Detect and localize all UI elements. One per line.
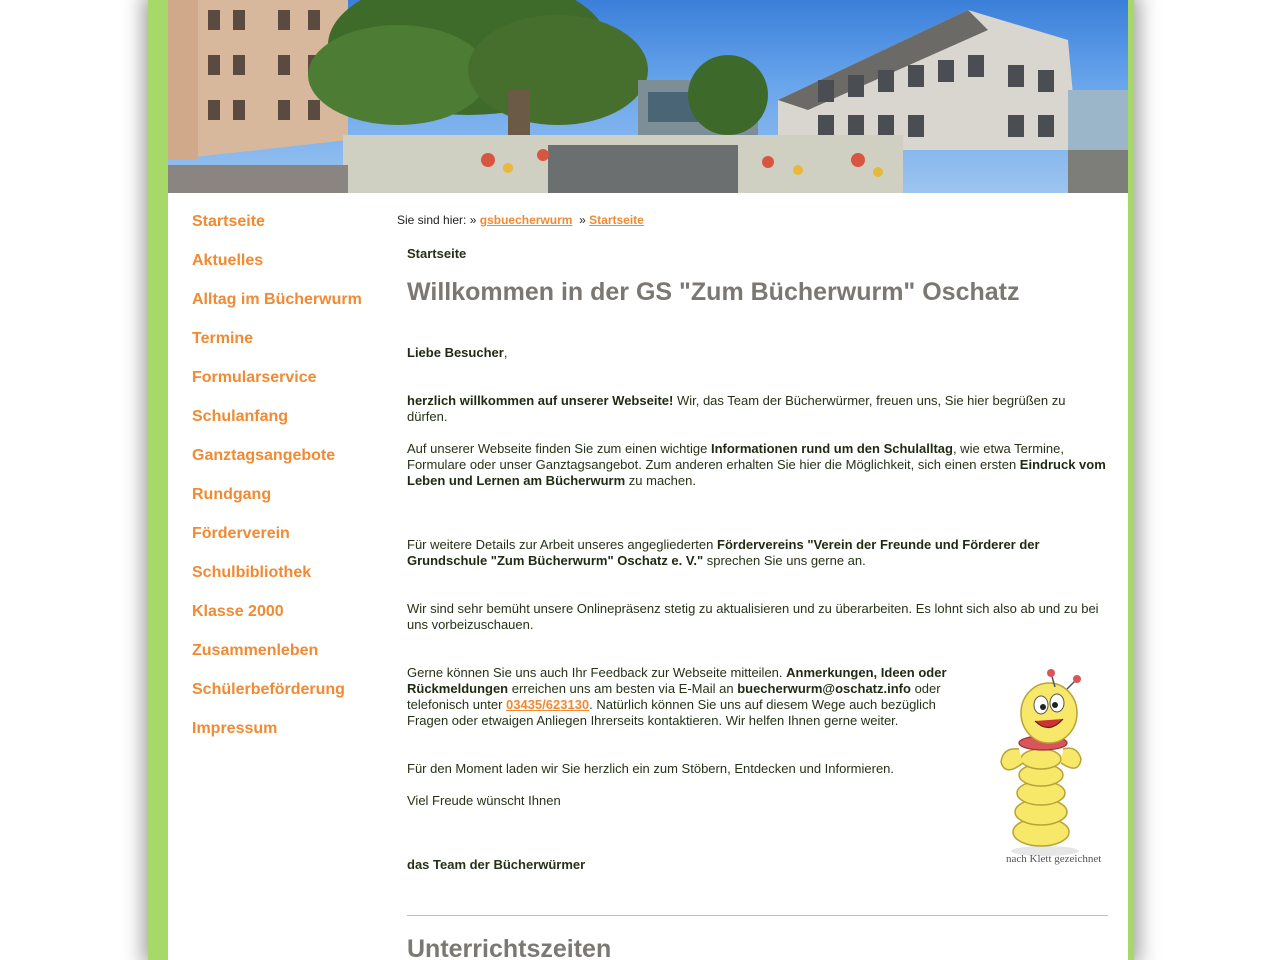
paragraph-welcome (407, 393, 1108, 425)
fb-a: Gerne können Sie uns auch Ihr Feedback zur Webseite mitteilen. (407, 665, 787, 680)
greeting-rest: , (503, 345, 508, 360)
info-c: , wie etwa Termine, Formulare oder unser Ganztagsangebot. Zum anderen erhalten Sie hier die Möglichkeit, sich einen ersten (407, 441, 1064, 472)
greeting-bold: Liebe Besucher (407, 345, 504, 360)
nav-item-zusammenleben[interactable]: Zusammenleben (192, 642, 319, 659)
fb-e: . Natürlich können Sie uns auf diesem Wege auch bezüglich Fragen oder etwaigen Anliegen Ihrerseits kontaktieren. Wir helfen Ihnen gerne weiter. (407, 697, 936, 728)
nav-item-ganztagsangebote[interactable]: Ganztagsangebote (192, 447, 336, 464)
sidebar-nav (192, 212, 372, 758)
fb-b: Anmerkungen, Ideen oder Rückmeldungen (407, 665, 947, 696)
greeting (407, 345, 507, 361)
bookworm-mascot-image (997, 667, 1109, 857)
email-address: buecherwurm@oschatz.info (737, 681, 911, 696)
nav-item-impressum[interactable]: Impressum (192, 720, 278, 737)
paragraph-update: Wir sind sehr bemüht unsere Onlinepräsenz stetig zu aktualisieren und zu überarbeiten. Es lohnt sich also ab und zu bei uns vorbeizuschauen. (407, 601, 1099, 632)
nav-item-foerderverein[interactable]: Förderverein (192, 525, 290, 542)
section-divider (407, 915, 1108, 916)
breadcrumb-separator: » (579, 213, 586, 227)
school-panorama-image (168, 0, 1128, 193)
page-title: Willkommen in der GS "Zum Bücherwurm" Oschatz (407, 278, 1020, 306)
mascot-caption: nach Klett gezeichnet (1006, 853, 1102, 865)
paragraph-feedback (407, 665, 957, 729)
section-heading-unterrichtszeiten: Unterrichtszeiten (407, 935, 612, 960)
fv-b: Fördervereins "Verein der Freunde und Förderer der Grundschule "Zum Bücherwurm" Oschatz e. V." (407, 537, 1040, 568)
page-container (168, 0, 1128, 960)
welcome-rest: Wir, das Team der Bücherwürmer, freuen uns, Sie hier begrüßen zu dürfen. (407, 393, 1066, 424)
fb-d: oder telefonisch unter (407, 681, 941, 712)
signature: das Team der Bücherwürmer (407, 857, 586, 872)
info-b: Informationen rund um den Schulalltag (710, 441, 953, 456)
phone-link[interactable]: 03435/623130 (506, 697, 590, 712)
nav-item-schulanfang[interactable]: Schulanfang (192, 408, 289, 425)
paragraph-info (407, 441, 1108, 489)
paragraph-foerderverein (407, 537, 1108, 569)
info-d: Eindruck vom Leben und Lernen am Bücherwurm (407, 457, 1106, 488)
nav-item-formularservice[interactable]: Formularservice (192, 369, 317, 386)
breadcrumb-link-gsbuecherwurm[interactable]: gsbuecherwurm (479, 213, 573, 227)
nav-item-startseite[interactable]: Startseite (192, 213, 265, 230)
nav-item-termine[interactable]: Termine (192, 330, 254, 347)
info-a: Auf unserer Webseite finden Sie zum einen wichtige (407, 441, 711, 456)
fv-c: sprechen Sie uns gerne an. (703, 553, 866, 568)
nav-item-alltag[interactable]: Alltag im Bücherwurm (192, 291, 362, 308)
fv-a: Für weitere Details zur Arbeit unseres angegliederten (407, 537, 717, 552)
breadcrumb (397, 213, 644, 227)
welcome-bold: herzlich willkommen auf unserer Webseite! (407, 393, 674, 408)
content-crumb-title: Startseite (407, 246, 467, 261)
nav-item-schuelerbefoerderung[interactable]: Schülerbeförderung (192, 681, 345, 698)
breadcrumb-link-startseite[interactable]: Startseite (589, 213, 644, 227)
nav-item-klasse-2000[interactable]: Klasse 2000 (192, 603, 284, 620)
header-school-photo (168, 0, 1128, 193)
nav-item-aktuelles[interactable]: Aktuelles (192, 252, 264, 269)
fb-c: erreichen uns am besten via E-Mail an (508, 681, 738, 696)
paragraph-greeting-close: Viel Freude wünscht Ihnen (407, 793, 561, 808)
info-e: zu machen. (625, 473, 696, 488)
paragraph-invite: Für den Moment laden wir Sie herzlich ein zum Stöbern, Entdecken und Informieren. (407, 761, 895, 776)
breadcrumb-prefix: Sie sind hier: » (397, 213, 477, 227)
nav-item-rundgang[interactable]: Rundgang (192, 486, 272, 503)
nav-item-schulbibliothek[interactable]: Schulbibliothek (192, 564, 312, 581)
